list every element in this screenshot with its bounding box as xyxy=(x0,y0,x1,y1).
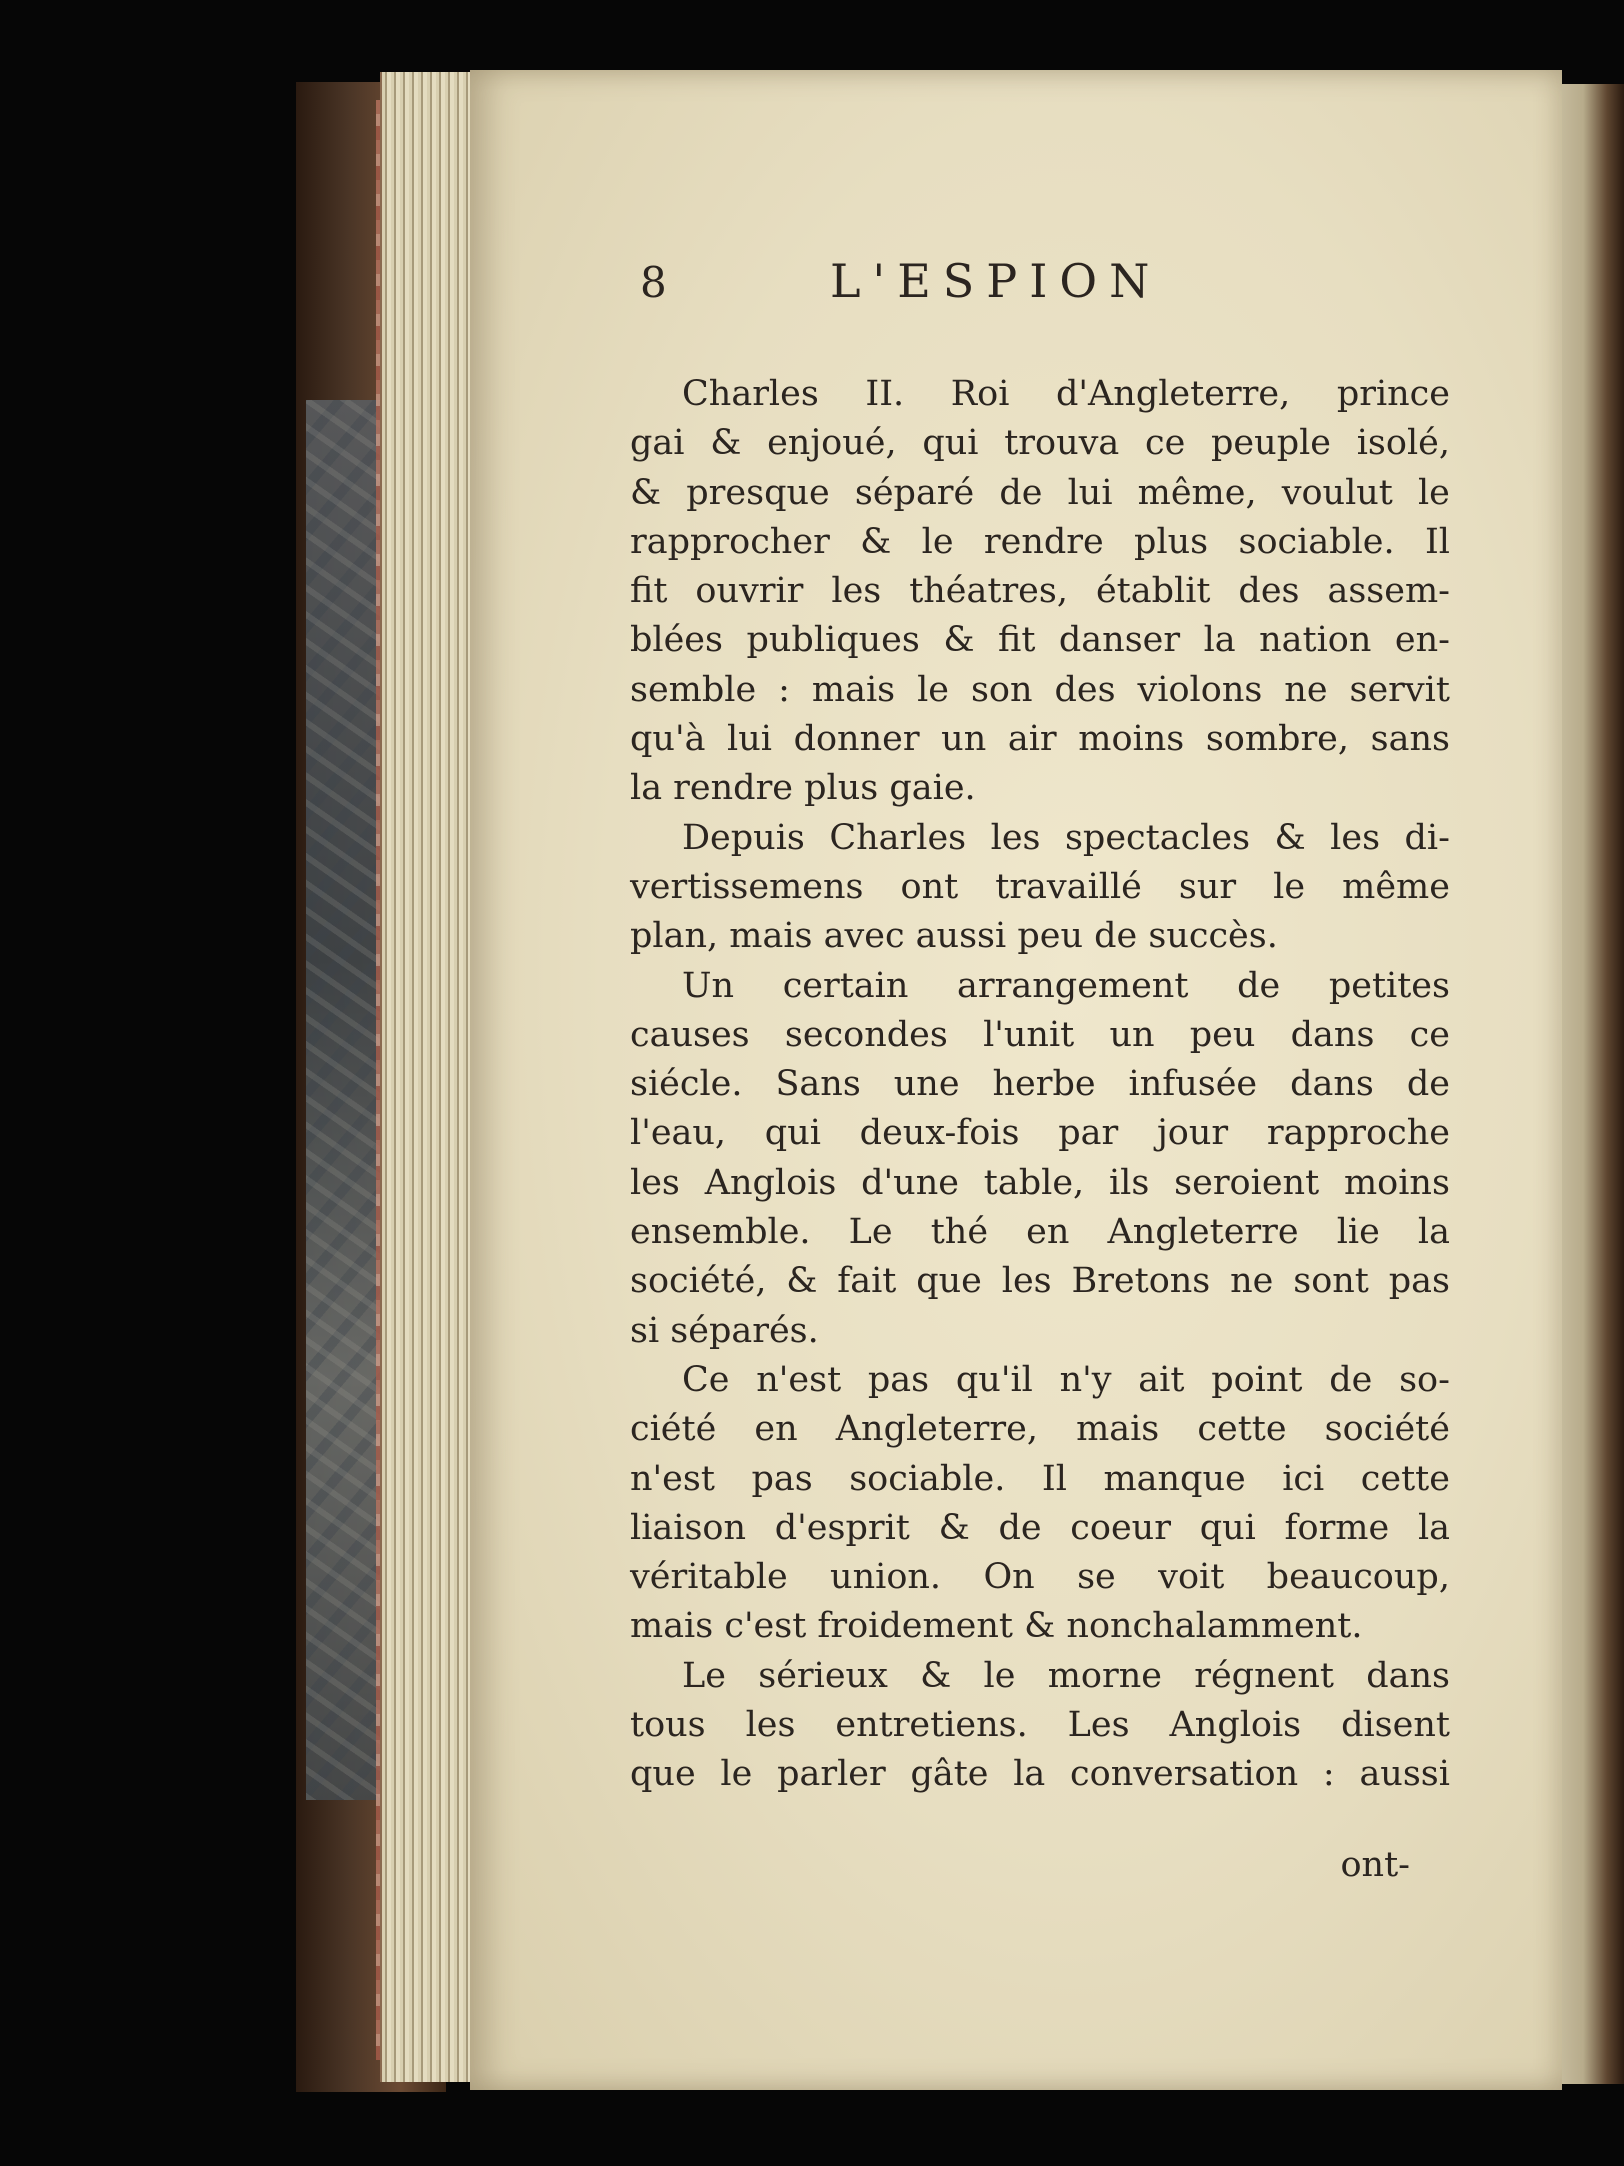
text-line: l'eau, qui deux-fois par jour rapproche xyxy=(630,1113,1450,1154)
text-line: & presque séparé de lui même, voulut le xyxy=(630,472,1450,513)
text-line: plan, mais avec aussi peu de succès. xyxy=(630,916,1278,957)
text-line: n'est pas sociable. Il manque ici cette xyxy=(630,1458,1450,1499)
text-line: mais c'est froidement & nonchalamment. xyxy=(630,1606,1363,1647)
text-line: Ce n'est pas qu'il n'y ait point de so- xyxy=(682,1359,1450,1400)
catchword: ont- xyxy=(1340,1845,1410,1885)
text-line: ciété en Angleterre, mais cette société xyxy=(630,1409,1450,1450)
marbled-endpaper xyxy=(306,400,386,1800)
book-page xyxy=(470,70,1562,2090)
text-line: ensemble. Le thé en Angleterre lie la xyxy=(630,1212,1450,1253)
text-line: gai & enjoué, qui trouva ce peuple isolé, xyxy=(630,423,1450,464)
text-line: les Anglois d'une table, ils seroient moins xyxy=(630,1162,1450,1203)
text-line: causes secondes l'unit un peu dans ce xyxy=(630,1014,1450,1055)
text-line: qu'à lui donner un air moins sombre, sans xyxy=(630,719,1450,760)
text-line: semble : mais le son des violons ne servit xyxy=(630,669,1450,710)
text-line: Depuis Charles les spectacles & les di- xyxy=(682,817,1450,858)
body-text xyxy=(630,370,1450,1800)
text-line: blées publiques & fit danser la nation en- xyxy=(630,620,1450,661)
page-header xyxy=(640,254,1240,334)
text-line: société, & fait que les Bretons ne sont pas xyxy=(630,1261,1450,1302)
text-line: Charles II. Roi d'Angleterre, prince xyxy=(682,374,1450,414)
text-line: fit ouvrir les théatres, établit des assem- xyxy=(630,571,1450,612)
catchword-line xyxy=(630,1835,1450,1885)
text-line: rapprocher & le rendre plus sociable. Il xyxy=(630,521,1450,562)
text-line: vertissemens ont travaillé sur le même xyxy=(630,866,1450,907)
text-line: siécle. Sans une herbe infusée dans de xyxy=(630,1064,1450,1105)
text-line: liaison d'esprit & de coeur qui forme la xyxy=(630,1507,1450,1548)
text-line: tous les entretiens. Les Anglois disent xyxy=(630,1705,1450,1746)
text-line: véritable union. On se voit beaucoup, xyxy=(630,1557,1450,1598)
text-line: que le parler gâte la conversation : aussi xyxy=(630,1754,1450,1795)
text-line: la rendre plus gaie. xyxy=(630,768,976,809)
text-line: Un certain arrangement de petites xyxy=(682,965,1450,1006)
page-number: 8 xyxy=(640,258,667,307)
text-line: Le sérieux & le morne régnent dans xyxy=(682,1655,1450,1696)
text-line: si séparés. xyxy=(630,1310,819,1351)
book-cover-right xyxy=(1556,84,1624,2084)
running-title: L'ESPION xyxy=(830,254,1162,308)
